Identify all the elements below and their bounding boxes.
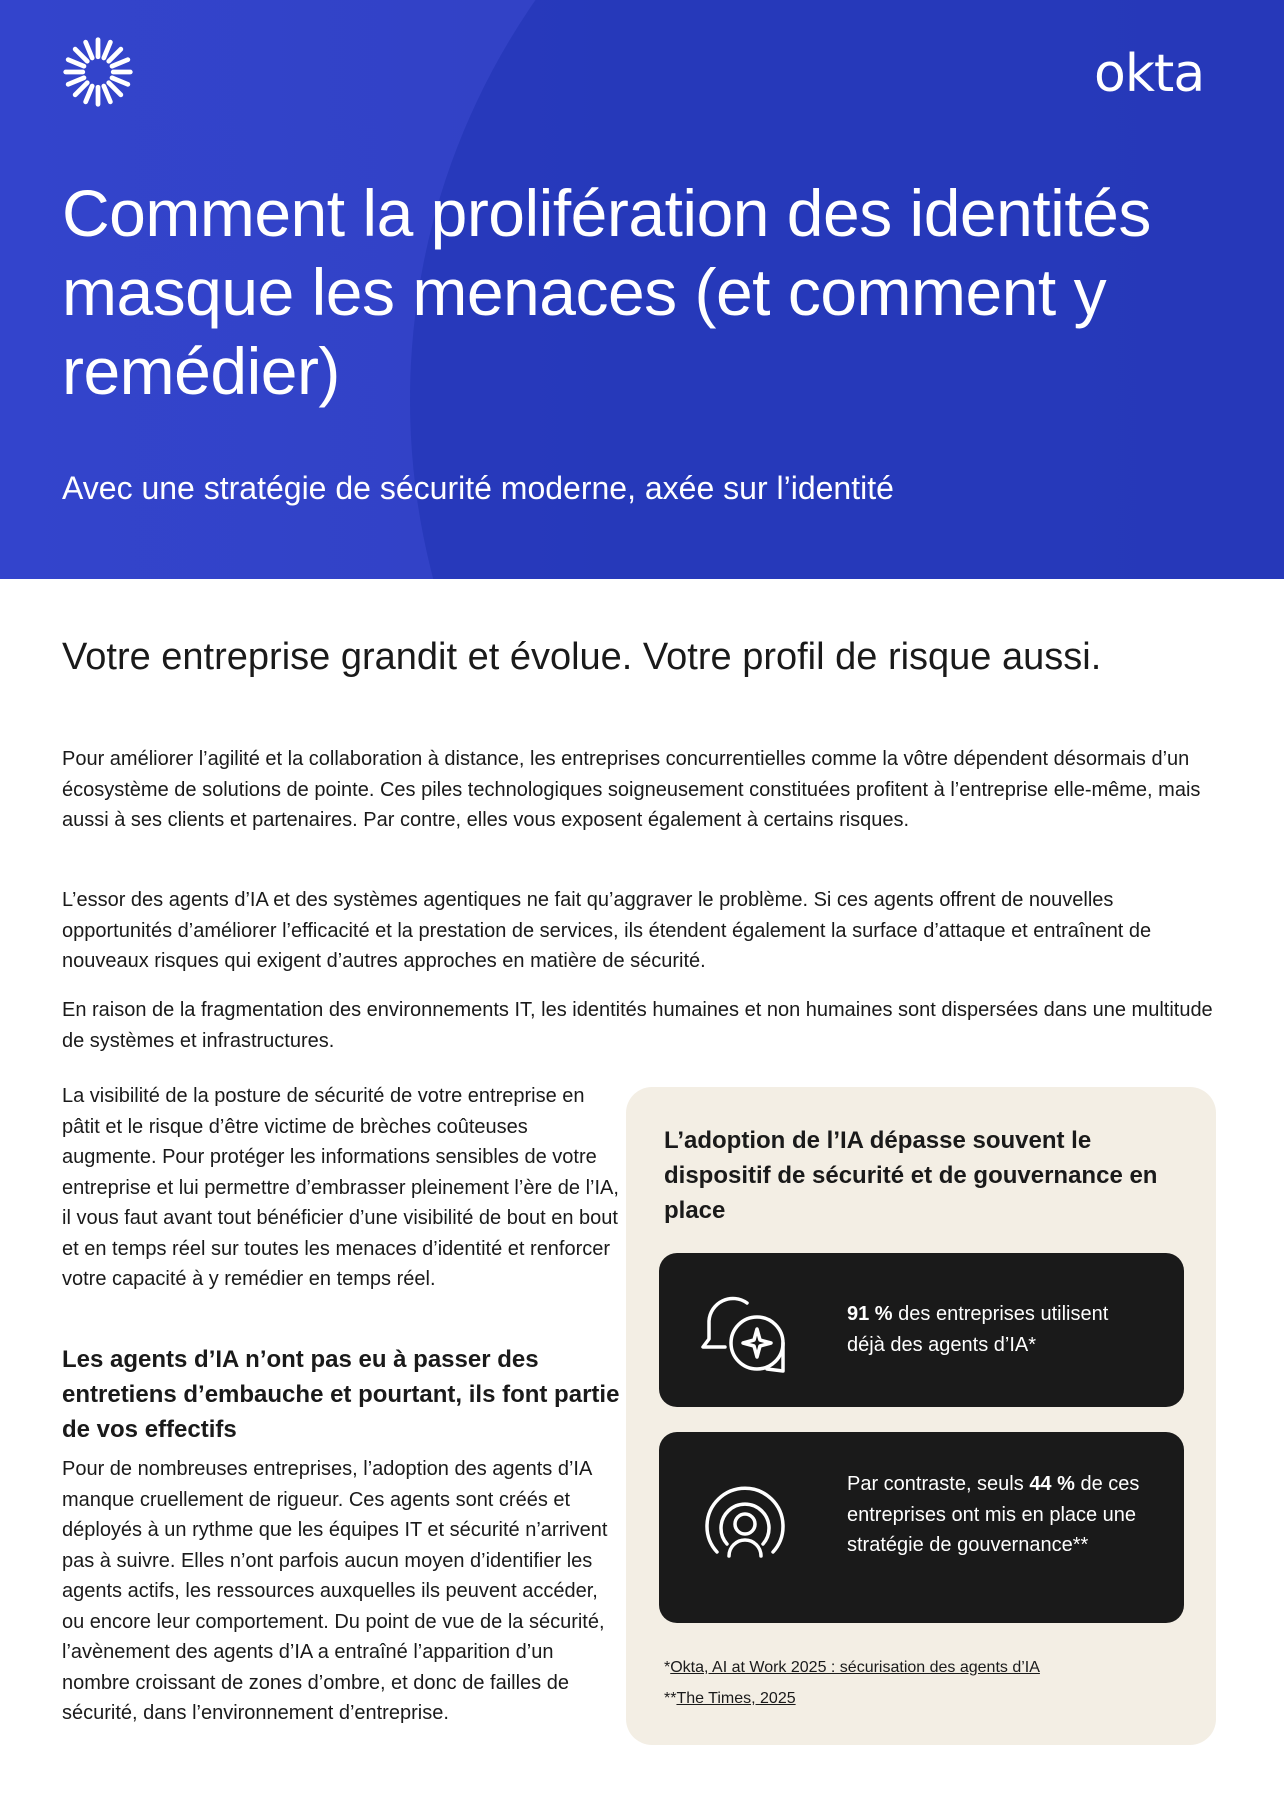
stat-description: de ces entreprises ont mis en place une stratégie de gouvernance** [847, 1473, 1140, 1556]
intro-paragraph: En raison de la fragmentation des environnements IT, les identités humaines et non humaines sont dispersées dans une multitude de systèmes et infrastructures. [62, 999, 1213, 1052]
footnote-marker: * [664, 1659, 671, 1676]
stat-text [847, 1469, 1147, 1561]
stats-sidebar [626, 1087, 1216, 1745]
stat-card [659, 1432, 1184, 1623]
intro-paragraph: Pour améliorer l’agilité et la collaboration à distance, les entreprises concurrentielles comme la vôtre dépendent désormais d’un écosystème de solutions de pointe. Ces piles technologiques soigneusement constituées profitent à l’entreprise elle-même, mais aussi à ses clients et partenaires. Par contre, elles vous exposent également à certains risques. [62, 748, 1201, 831]
chat-sparkle-icon [695, 1281, 795, 1381]
intro-paragraph: La visibilité de la posture de sécurité de votre entreprise en pâtit et le risque d’être victime de brèches coûteuses augmente. Pour protéger les informations sensibles de votre entreprise et lui permettre d’embrasser pleinement l’ère de l’IA, il vous faut avant tout bénéficier d’une visibilité de bout en bout et en temps réel sur toutes les menaces d’identité et renforcer votre capacité à y remédier en temps réel. [62, 1085, 619, 1290]
footnotes [664, 1652, 1040, 1714]
stat-card [659, 1253, 1184, 1407]
footnote-link[interactable]: The Times, 2025 [676, 1690, 796, 1707]
footnote-marker: ** [664, 1690, 677, 1707]
stat-highlight: 44 % [1029, 1473, 1075, 1495]
sidebar-title: L’adoption de l’IA dépasse souvent le dispositif de sécurité et de gouvernance en place [664, 1127, 1158, 1224]
footnote [664, 1683, 1040, 1714]
footnote-link[interactable]: Okta, AI at Work 2025 : sécurisation des agents d’IA [670, 1659, 1040, 1676]
intro-paragraph: L’essor des agents d’IA et des systèmes agentiques ne fait qu’aggraver le problème. Si ces agents offrent de nouvelles opportunités d’améliorer l’efficacité et la prestation de services, ils étendent également la surface d’attaque et entraînent de nouveaux risques qui exigent d’autres approches en matière de sécurité. [62, 889, 1152, 972]
section-paragraph: Pour de nombreuses entreprises, l’adoption des agents d’IA manque cruellement de rigueur. Ces agents sont créés et déployés à un rythme que les équipes IT et sécurité n’arrivent pas à suivre. Elles n’ont parfois aucun moyen d’identifier les agents actifs, les ressources auxquelles ils peuvent accéder, ou encore leur comportement. Du point de vue de la sécurité, l’avènement des agents d’IA a entraîné l’apparition d’un nombre croissant de zones d’ombre, et donc de failles de sécurité, dans l’environnement d’entreprise. [62, 1458, 608, 1724]
okta-logo: okta [1094, 44, 1205, 104]
stat-text [847, 1299, 1147, 1360]
person-signal-icon [695, 1478, 795, 1578]
page-title: Comment la prolifération des identités masque les menaces (et comment y remédier) [62, 176, 1151, 408]
stat-description: des entreprises utilisent déjà des agents d’IA* [847, 1303, 1109, 1356]
footnote [664, 1652, 1040, 1683]
hero-banner [0, 0, 1284, 579]
section-heading: Les agents d’IA n’ont pas eu à passer des entretiens d’embauche et pourtant, ils font partie de vos effectifs [62, 1346, 620, 1443]
stat-highlight: 91 % [847, 1303, 893, 1325]
intro-heading: Votre entreprise grandit et évolue. Votre profil de risque aussi. [62, 636, 1102, 678]
stat-prefix: Par contraste, seuls [847, 1473, 1030, 1495]
page-subtitle: Avec une stratégie de sécurité moderne, axée sur l’identité [62, 470, 894, 506]
okta-burst-icon [60, 34, 136, 110]
